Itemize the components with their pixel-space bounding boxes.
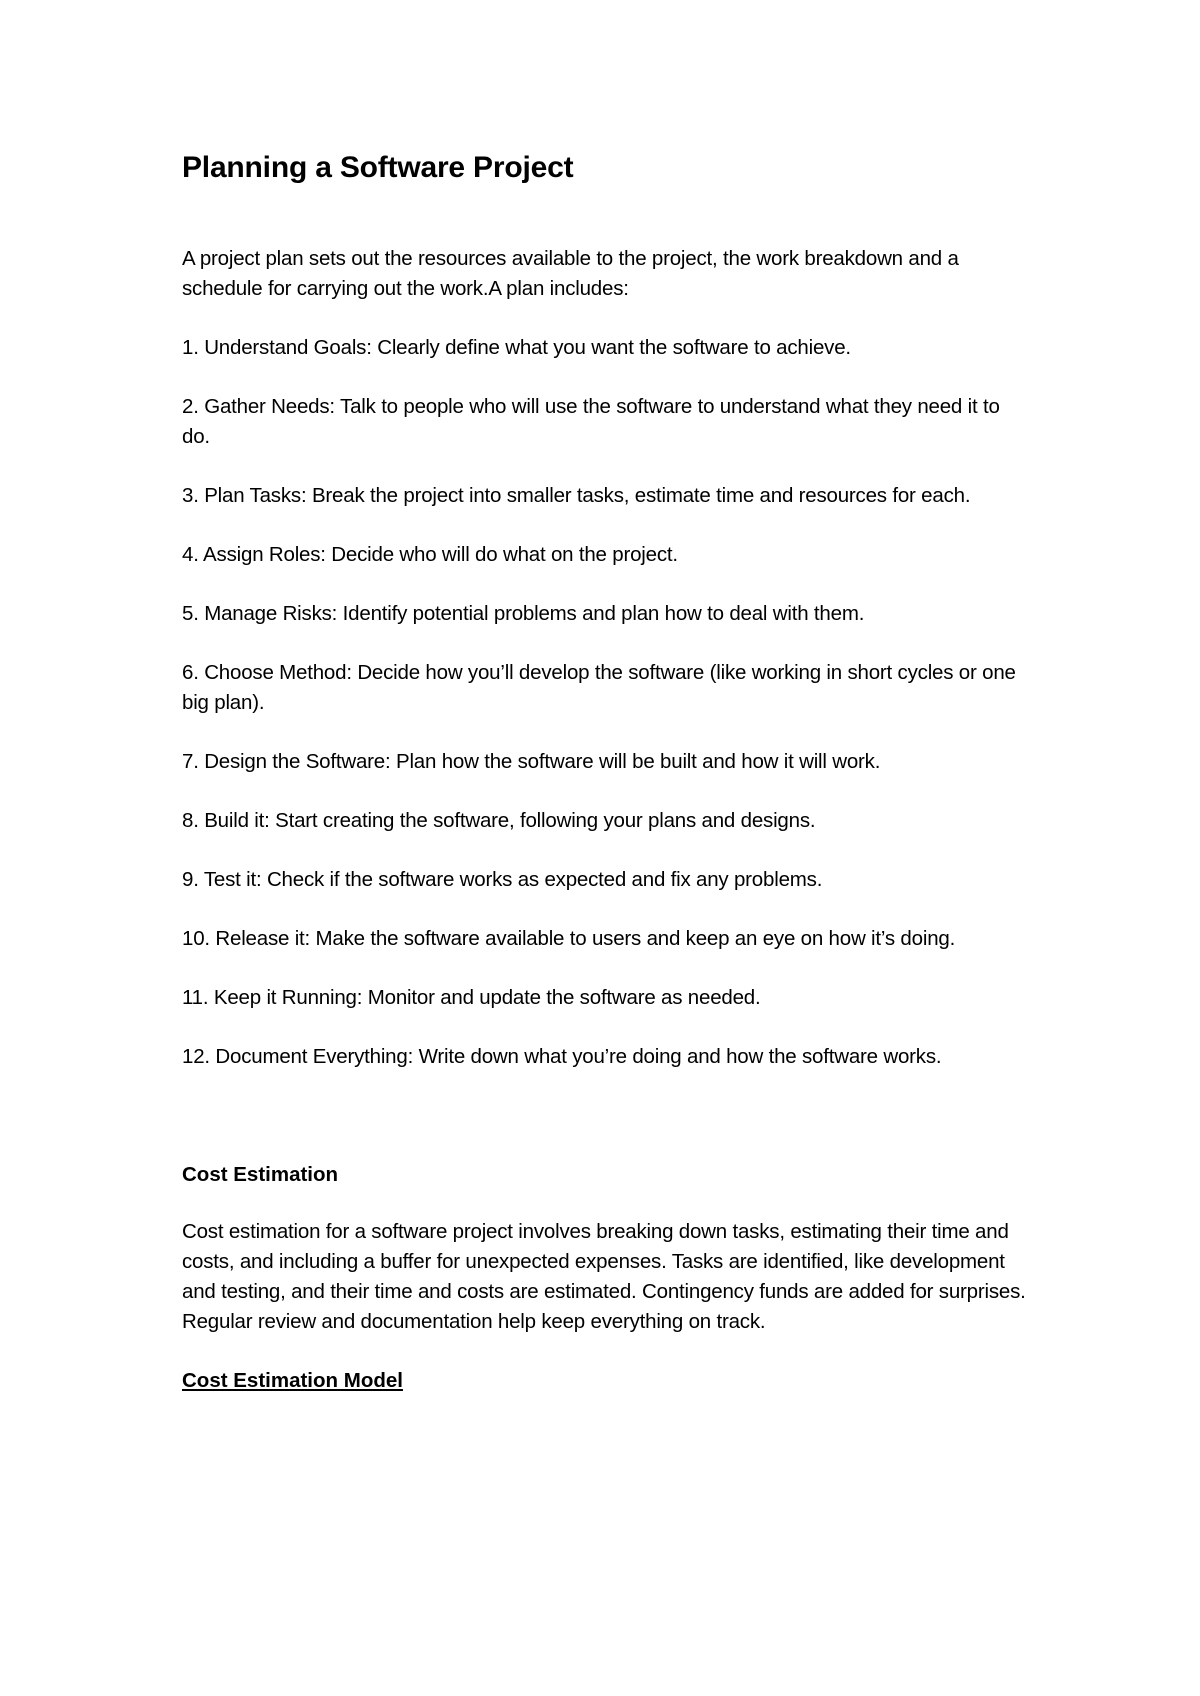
plan-step: 10. Release it: Make the software available to users and keep an eye on how it’s doing. xyxy=(182,927,956,950)
cost-estimation-heading: Cost Estimation xyxy=(182,1163,339,1186)
cost-estimation-model-heading: Cost Estimation Model xyxy=(182,1369,403,1392)
cost-estimation-paragraph: Cost estimation for a software project involves breaking down tasks, estimating their time and costs, and including a buffer for unexpected expenses. Tasks are identified, like development and testing, and their time and costs are estimated. Contingency funds are added for surprises. Regular review and documentation help keep everything on track. xyxy=(182,1220,1026,1333)
plan-step: 9. Test it: Check if the software works as expected and fix any problems. xyxy=(182,868,823,891)
plan-step: 5. Manage Risks: Identify potential problems and plan how to deal with them. xyxy=(182,602,865,625)
plan-step: 12. Document Everything: Write down what you’re doing and how the software works. xyxy=(182,1045,942,1068)
plan-step: 8. Build it: Start creating the software, following your plans and designs. xyxy=(182,809,816,832)
document-title: Planning a Software Project xyxy=(182,151,574,184)
plan-step: 1. Understand Goals: Clearly define what you want the software to achieve. xyxy=(182,336,851,359)
plan-step: 6. Choose Method: Decide how you’ll develop the software (like working in short cycles or one big plan). xyxy=(182,661,1016,714)
plan-step: 4. Assign Roles: Decide who will do what on the project. xyxy=(182,543,678,566)
plan-step: 11. Keep it Running: Monitor and update the software as needed. xyxy=(182,986,761,1009)
plan-steps-list xyxy=(182,333,1032,1072)
plan-step: 3. Plan Tasks: Break the project into smaller tasks, estimate time and resources for each. xyxy=(182,484,971,507)
plan-step: 7. Design the Software: Plan how the software will be built and how it will work. xyxy=(182,750,881,773)
plan-step: 2. Gather Needs: Talk to people who will use the software to understand what they need it to do. xyxy=(182,395,1000,448)
document-content xyxy=(182,148,1032,1396)
intro-paragraph: A project plan sets out the resources available to the project, the work breakdown and a schedule for carrying out the work.A plan includes: xyxy=(182,247,959,300)
